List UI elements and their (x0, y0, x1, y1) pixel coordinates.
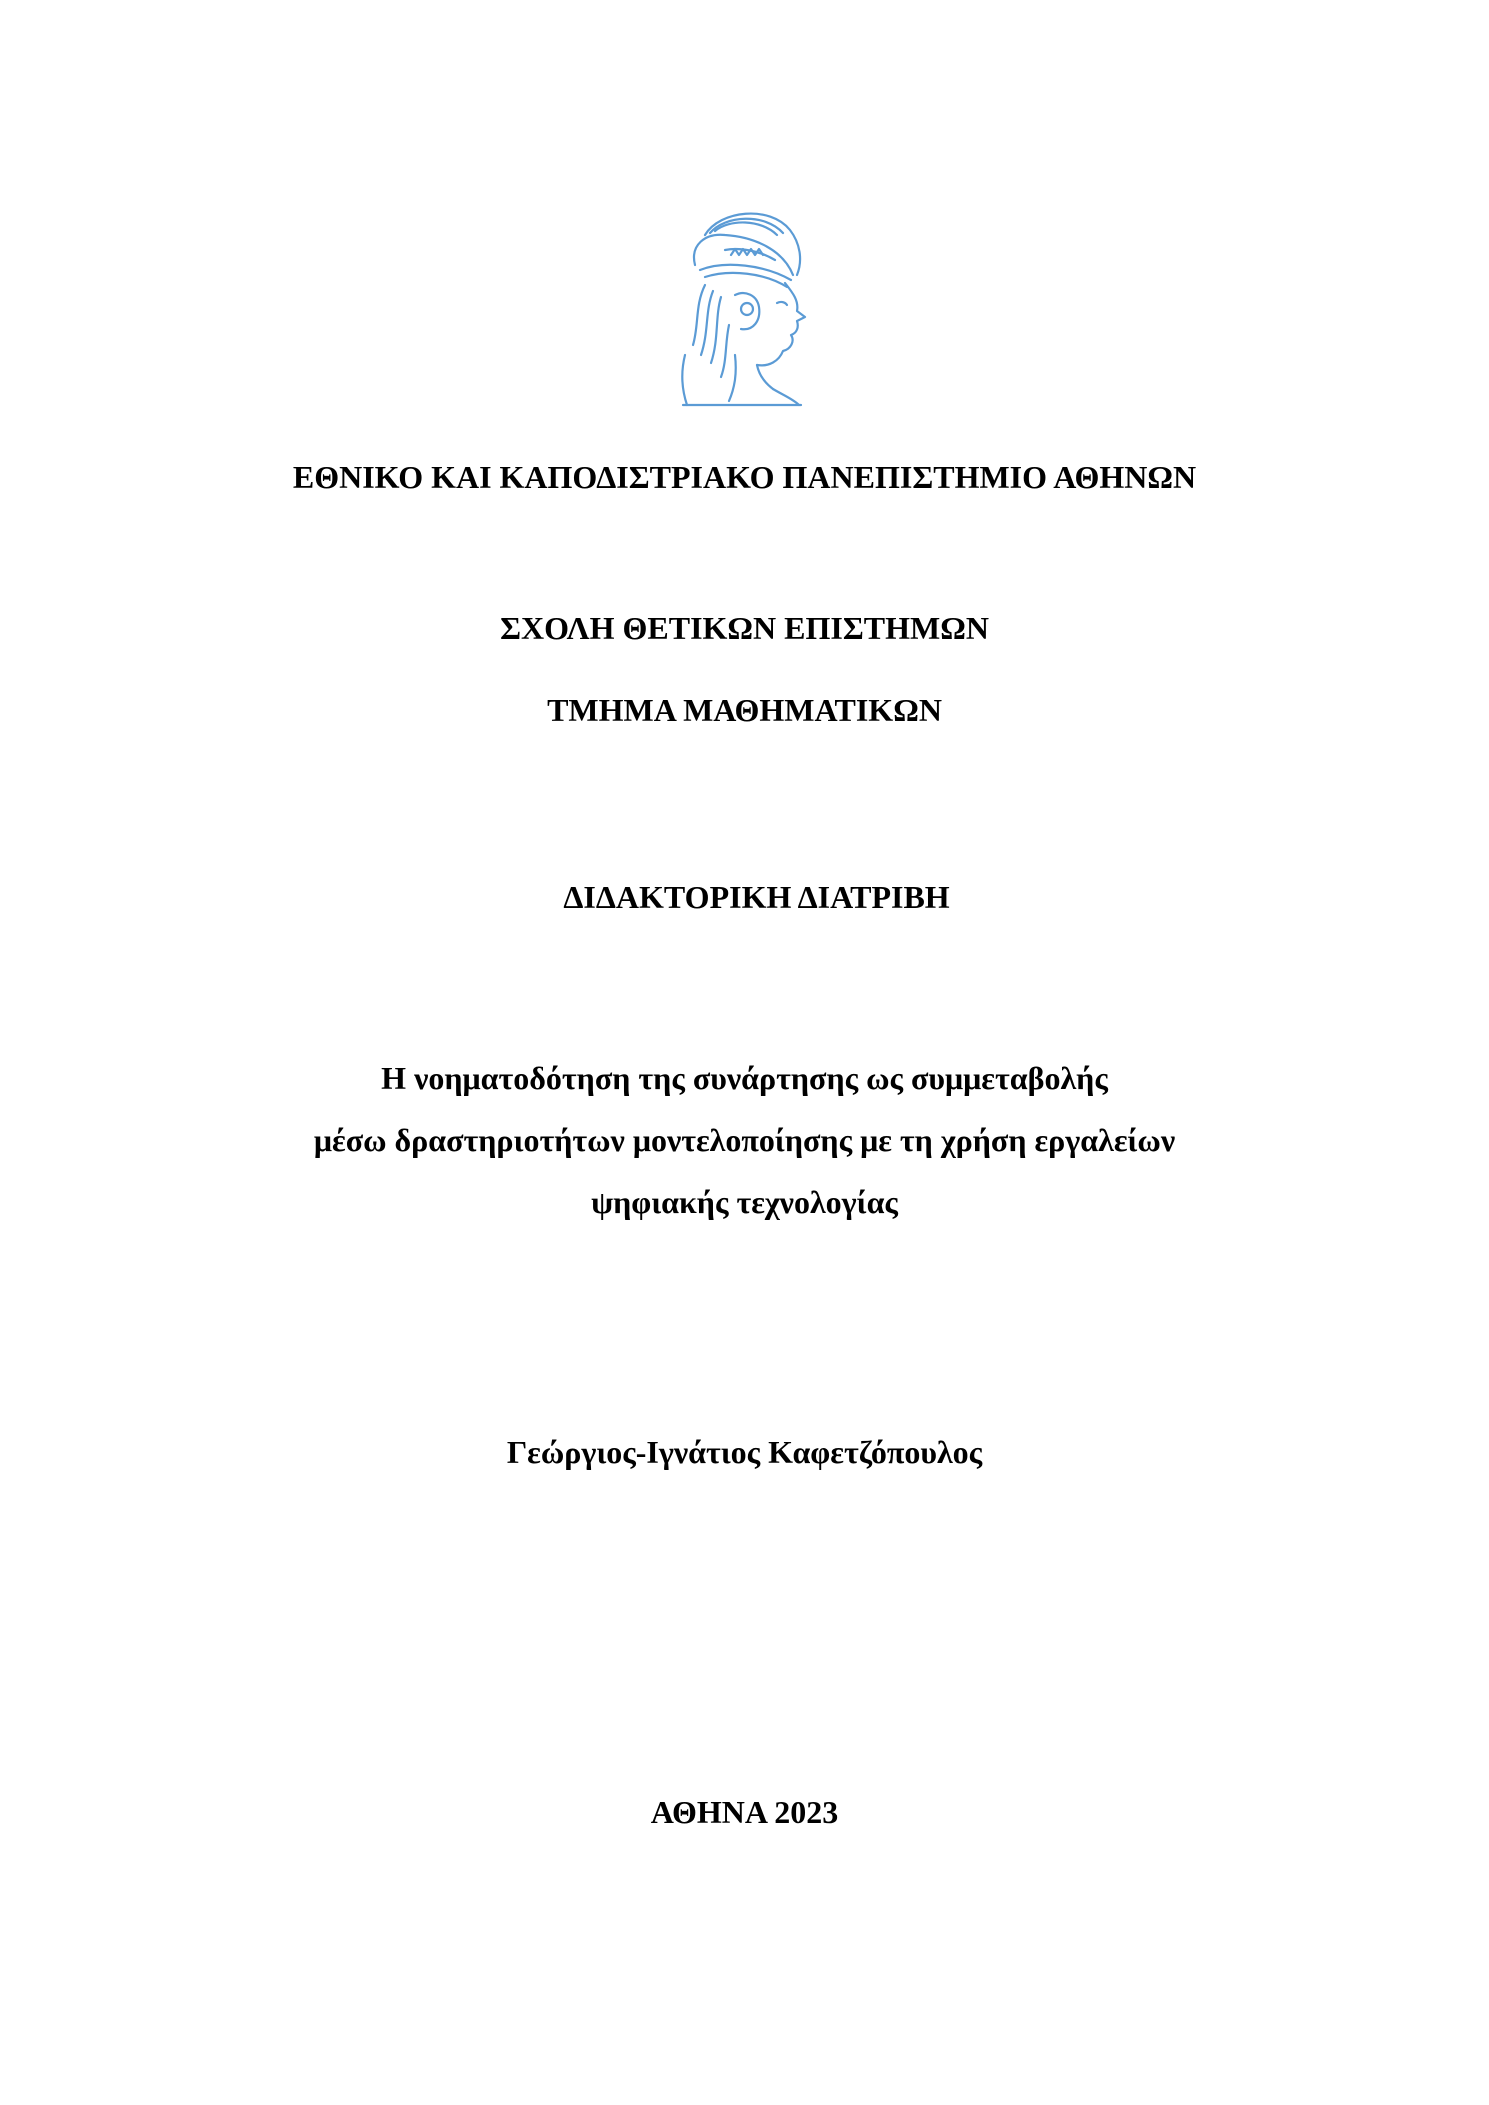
thesis-title-line-3: ψηφιακής τεχνολογίας (591, 1184, 898, 1220)
school-name: ΣΧΟΛΗ ΘΕΤΙΚΩΝ ΕΠΙΣΤΗΜΩΝ (500, 610, 989, 646)
place-year: ΑΘΗΝΑ 2023 (650, 1794, 839, 1830)
department-name: ΤΜΗΜΑ ΜΑΘΗΜΑΤΙΚΩΝ (547, 692, 942, 728)
author-name: Γεώργιος-Ιγνάτιος Καφετζόπουλος (506, 1434, 983, 1470)
thesis-title-line-1: Η νοηματοδότηση της συνάρτησης ως συμμεταβολής (381, 1060, 1108, 1096)
document-type: ΔΙΔΑΚΤΟΡΙΚΗ ΔΙΑΤΡΙΒΗ (563, 879, 950, 915)
university-name: ΕΘΝΙΚΟ ΚΑΙ ΚΑΠΟΔΙΣΤΡΙΑΚΟ ΠΑΝΕΠΙΣΤΗΜΙΟ ΑΘΗΝΩΝ (292, 459, 1197, 495)
university-seal-icon (665, 205, 813, 407)
thesis-title-line-2: μέσω δραστηριοτήτων μοντελοποίησης με τη χρήση εργαλείων (313, 1122, 1176, 1158)
